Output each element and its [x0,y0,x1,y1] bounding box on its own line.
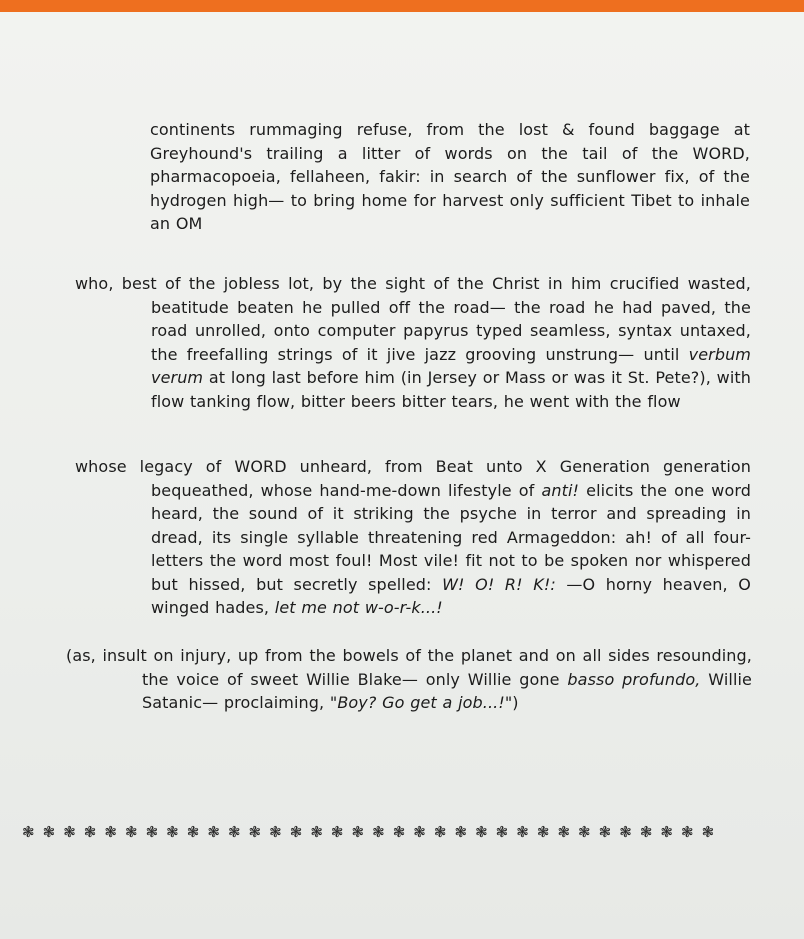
ornament-flower-icon: ❃ [495,823,509,841]
ornament-flower-icon: ❃ [124,823,138,841]
stanza-4-italic-quote: "Boy? Go get a job...!" [329,693,513,712]
ornament-flower-icon: ❃ [557,823,571,841]
stanza-2-part-a: who, best of the jobless lot, by the sight of the Christ in him crucified wasted, beatitude beaten he pulled off the road— the road he had paved, the road unrolled, onto computer papyrus typed seamless, syntax untaxed, the freefalling strings of it jive jazz grooving unstrung— until [75,274,751,364]
stanza-3-italic-let-me-not: let me not w-o-r-k...! [274,598,443,617]
stanza-3-text [75,455,751,620]
stanza-3 [75,455,751,620]
ornament-flower-icon: ❃ [310,823,323,841]
stanza-1-text: continents rummaging refuse, from the lost & found baggage at Greyhound's trailing a litter of words on the tail of the WORD, pharmacopoeia, fellaheen, fakir: in search of the sunflower fix, of the hydrogen high— to bring home for harvest only sufficient Tibet to inhale an OM [150,120,750,233]
ornament-flower-icon: ❃ [639,823,653,841]
ornament-flower-icon: ❃ [475,823,488,841]
ornament-flower-icon: ❃ [516,823,529,841]
ornament-flower-icon: ❃ [248,823,262,841]
ornament-flower-icon: ❃ [330,823,344,841]
ornament-flower-icon: ❃ [433,823,447,841]
ornament-flower-icon: ❃ [83,823,97,841]
stanza-1 [150,118,750,236]
stanza-3-italic-work: W! O! R! K!: [442,574,556,594]
ornament-flower-icon: ❃ [186,823,200,841]
document-page [0,12,804,939]
ornament-divider [18,822,718,842]
ornament-flower-icon: ❃ [660,823,673,841]
ornament-flower-icon: ❃ [454,823,468,841]
stanza-2-part-b: at long last before him (in Jersey or Mass or was it St. Pete?), with flow tanking flow, bitter beers bitter tears, he went with the flow [151,368,751,411]
stanza-3-italic-anti: anti! [541,480,580,500]
stanza-4-part-c: ) [512,693,519,712]
ornament-flower-icon: ❃ [227,823,241,841]
ornament-flower-icon: ❃ [392,823,406,841]
ornament-flower-icon: ❃ [351,823,365,841]
ornament-flower-icon: ❃ [701,823,715,841]
stanza-4-part-a: (as, insult on injury, up from the bowels of the planet and on all sides resounding, the voice of sweet Willie Blake— only Willie gone [66,646,752,689]
stanza-4-text [66,644,752,715]
ornament-flower-icon: ❃ [536,823,550,841]
ornament-flower-icon: ❃ [578,823,591,841]
stanza-4-italic-basso: basso profundo, [567,669,701,689]
ornament-flower-icon: ❃ [22,823,35,841]
ornament-flower-icon: ❃ [619,823,632,841]
ornament-flower-icon: ❃ [289,823,303,841]
stanza-4-part-b: Willie Satanic— proclaiming, [142,669,752,712]
stanza-2-text [75,272,751,413]
ornament-flower-icon: ❃ [207,823,220,841]
ornament-flower-icon: ❃ [372,823,385,841]
ornament-flower-icon: ❃ [269,823,282,841]
ornament-flower-icon: ❃ [166,823,179,841]
stanza-2 [75,272,751,413]
ornament-flower-icon: ❃ [598,823,612,841]
stanza-4 [66,644,752,715]
ornament-flower-icon: ❃ [42,823,56,841]
stanza-3-part-c: —O horny heaven, O winged hades, [151,574,751,617]
ornament-flower-icon: ❃ [145,823,159,841]
stanza-3-part-a: whose legacy of WORD unheard, from Beat unto X Generation generation bequeathed, whose hand-me-down lifestyle of [75,457,751,500]
ornament-flower-icon: ❃ [681,823,694,841]
ornament-flower-icon: ❃ [413,823,426,841]
ornament-flower-icon: ❃ [104,823,117,841]
stanza-2-italic: verbum verum [151,344,751,387]
stanza-3-part-b: elicits the one word heard, the sound of it striking the psyche in terror and spreading in dread, its single syllable threatening red Armageddon: ah! of all four-letters the word most foul! Most vile! fit not to be spoken nor whispered but hissed, but secretly spelled: [151,480,751,594]
ornament-flower-icon: ❃ [63,823,76,841]
orange-top-band [0,0,804,12]
